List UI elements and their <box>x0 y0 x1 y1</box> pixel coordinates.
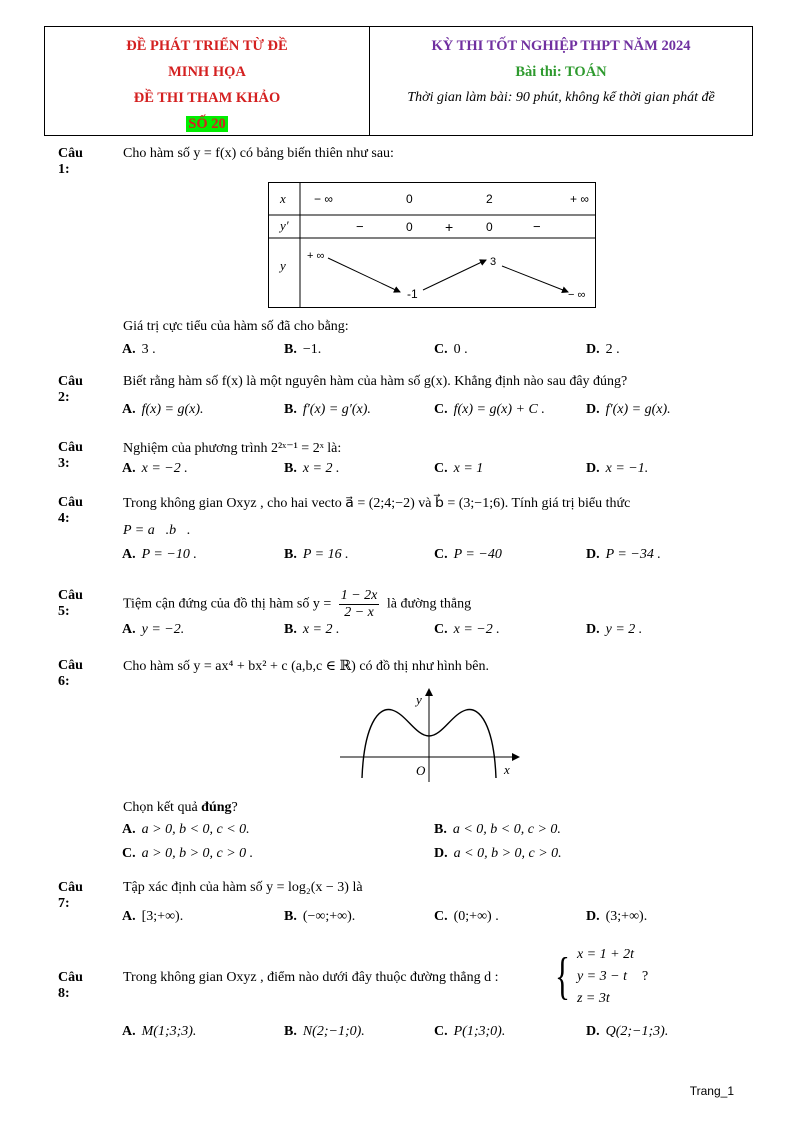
question-2-options <box>122 402 762 424</box>
x-axis-label: x <box>504 762 510 777</box>
question-7-options <box>122 909 762 931</box>
option-a[interactable]: A. x = −2 . <box>122 461 188 476</box>
question-text: Nghiệm của phương trình 2²ˣ⁻¹ = 2ˣ là: <box>123 441 342 456</box>
vt-label-yprime: y′ <box>280 218 289 233</box>
option-c[interactable]: C. (0;+∞) . <box>434 909 499 924</box>
option-c[interactable]: C. x = −2 . <box>434 622 500 637</box>
vt-yprime-value: − <box>533 219 541 234</box>
vt-x-value: 2 <box>486 192 493 206</box>
question-number: Câu 2: <box>58 374 83 405</box>
option-b[interactable]: B. f′(x) = g′(x). <box>284 402 371 417</box>
question-text-continued: P = a⃗.b⃗. <box>123 523 191 538</box>
vt-yprime-value: 0 <box>406 220 413 234</box>
question-number: Câu 5: <box>58 588 83 619</box>
vt-yprime-value: 0 <box>486 220 493 234</box>
option-d[interactable]: D. Q(2;−1;3). <box>586 1024 669 1039</box>
question-5-options <box>122 622 762 644</box>
y-axis-label: y <box>416 692 422 707</box>
brace: { <box>554 948 570 1005</box>
option-c[interactable]: C. x = 1 <box>434 461 484 476</box>
option-a[interactable]: A. [3;+∞). <box>122 909 184 924</box>
question-8-options <box>122 1024 762 1046</box>
option-c[interactable]: C. P = −40 <box>434 547 502 562</box>
system-line: x = 1 + 2t <box>576 947 634 962</box>
question-text: Cho hàm số y = f(x) có bảng biến thiên như sau: <box>123 146 394 161</box>
vt-yprime-value: − <box>356 219 364 234</box>
option-a[interactable]: A. a > 0, b < 0, c < 0. <box>122 822 250 837</box>
question-4-options <box>122 547 762 569</box>
vt-y-value: 3 <box>490 256 497 268</box>
option-a[interactable]: A. M(1;3;3). <box>122 1024 197 1039</box>
question-1-options <box>122 342 762 364</box>
vt-y-value: -1 <box>407 287 418 301</box>
exam-time: Thời gian làm bài: 90 phút, không kể thời gian phát đề <box>407 90 715 105</box>
question-text: Tập xác định của hàm số y = log₂(x − 3) là <box>123 880 363 895</box>
question-text: Trong không gian Oxyz , điểm nào dưới đây thuộc đường thẳng d : <box>123 970 499 985</box>
option-d[interactable]: D. P = −34 . <box>586 547 661 562</box>
option-c[interactable]: C. f(x) = g(x) + C . <box>434 402 545 417</box>
header-left <box>45 27 370 135</box>
header-left-line-2: MINH HỌA <box>168 64 246 80</box>
vt-arrow-down <box>328 258 400 292</box>
vt-arrow-down <box>502 266 568 292</box>
option-b[interactable]: B. N(2;−1;0). <box>284 1024 365 1039</box>
option-d[interactable]: D. x = −1. <box>586 461 649 476</box>
header-left-line-3: ĐỀ THI THAM KHẢO <box>133 90 281 106</box>
question-number: Câu 6: <box>58 658 83 689</box>
system-line: y = 3 − t <box>576 969 627 984</box>
header-right <box>370 27 752 135</box>
exam-header <box>44 26 753 136</box>
vt-label-y: y <box>280 258 286 273</box>
option-b[interactable]: B. x = 2 . <box>284 461 340 476</box>
option-c[interactable]: C. a > 0, b > 0, c > 0 . <box>122 846 254 861</box>
vt-y-value: + ∞ <box>307 250 325 262</box>
question-subtext: Giá trị cực tiểu của hàm số đã cho bằng: <box>123 319 349 334</box>
option-b[interactable]: B. −1. <box>284 342 322 357</box>
question-number: Câu 4: <box>58 495 83 526</box>
option-b[interactable]: B. a < 0, b < 0, c > 0. <box>434 822 561 837</box>
question-number: Câu 8: <box>58 970 83 1001</box>
option-d[interactable]: D. y = 2 . <box>586 622 643 637</box>
question-subtext: Chọn kết quả đúng? <box>123 800 238 815</box>
question-text: Cho hàm số y = ax⁴ + bx² + c (a,b,c ∈ ℝ) có đồ thị như hình bên. <box>123 659 490 674</box>
vt-x-value: − ∞ <box>314 192 333 206</box>
option-a[interactable]: A. 3 . <box>122 342 156 357</box>
page-footer: Trang_1 <box>689 1084 734 1098</box>
question-text: Tiệm cận đứng của đồ thị hàm số y = $\frac{1 - 2x}{2 - x}$ là đường thẳng <box>123 588 472 620</box>
vt-label-x: x <box>280 191 286 206</box>
option-a[interactable]: A. f(x) = g(x). <box>122 402 204 417</box>
option-b[interactable]: B. P = 16 . <box>284 547 349 562</box>
origin-label: O <box>416 763 426 778</box>
line-equation-system <box>550 944 648 1010</box>
option-c[interactable]: C. P(1;3;0). <box>434 1024 506 1039</box>
header-left-line-1: ĐỀ PHÁT TRIỂN TỪ ĐỀ <box>126 38 288 54</box>
question-number: Câu 7: <box>58 880 83 911</box>
vt-y-value: − ∞ <box>568 289 586 301</box>
system-question-mark: ? <box>641 969 649 984</box>
question-number: Câu 1: <box>58 146 83 177</box>
question-6-options-row-2 <box>122 846 762 868</box>
option-d[interactable]: D. f′(x) = g(x). <box>586 402 671 417</box>
option-b[interactable]: B. x = 2 . <box>284 622 340 637</box>
option-c[interactable]: C. 0 . <box>434 342 468 357</box>
fraction: $\frac{1 - 2x}{2 - x}$ <box>340 588 378 620</box>
function-graph <box>340 686 520 782</box>
question-3-options <box>122 461 762 483</box>
option-a[interactable]: A. y = −2. <box>122 622 185 637</box>
vt-x-value: 0 <box>406 192 413 206</box>
question-6-options-row-1 <box>122 822 762 844</box>
option-d[interactable]: D. (3;+∞). <box>586 909 648 924</box>
question-text: Trong không gian Oxyz , cho hai vecto a⃗ = (2;4;−2) và b⃗ = (3;−1;6). Tính giá trị biểu thức <box>123 496 631 511</box>
option-d[interactable]: D. a < 0, b > 0, c > 0. <box>434 846 562 861</box>
exam-number: SỐ 20 <box>188 116 226 132</box>
vt-yprime-value: + <box>445 219 454 235</box>
variation-table <box>268 182 596 308</box>
option-d[interactable]: D. 2 . <box>586 342 620 357</box>
question-text: Biết rằng hàm số f(x) là một nguyên hàm của hàm số g(x). Khẳng định nào sau đây đúng? <box>123 374 628 389</box>
vt-x-value: + ∞ <box>570 192 589 206</box>
question-number: Câu 3: <box>58 440 83 471</box>
exam-subject: Bài thi: TOÁN <box>515 64 607 80</box>
option-b[interactable]: B. (−∞;+∞). <box>284 909 356 924</box>
vt-arrow-up <box>423 260 486 290</box>
system-line: z = 3t <box>576 991 610 1006</box>
option-a[interactable]: A. P = −10 . <box>122 547 197 562</box>
exam-title: KỲ THI TỐT NGHIỆP THPT NĂM 2024 <box>431 38 691 54</box>
